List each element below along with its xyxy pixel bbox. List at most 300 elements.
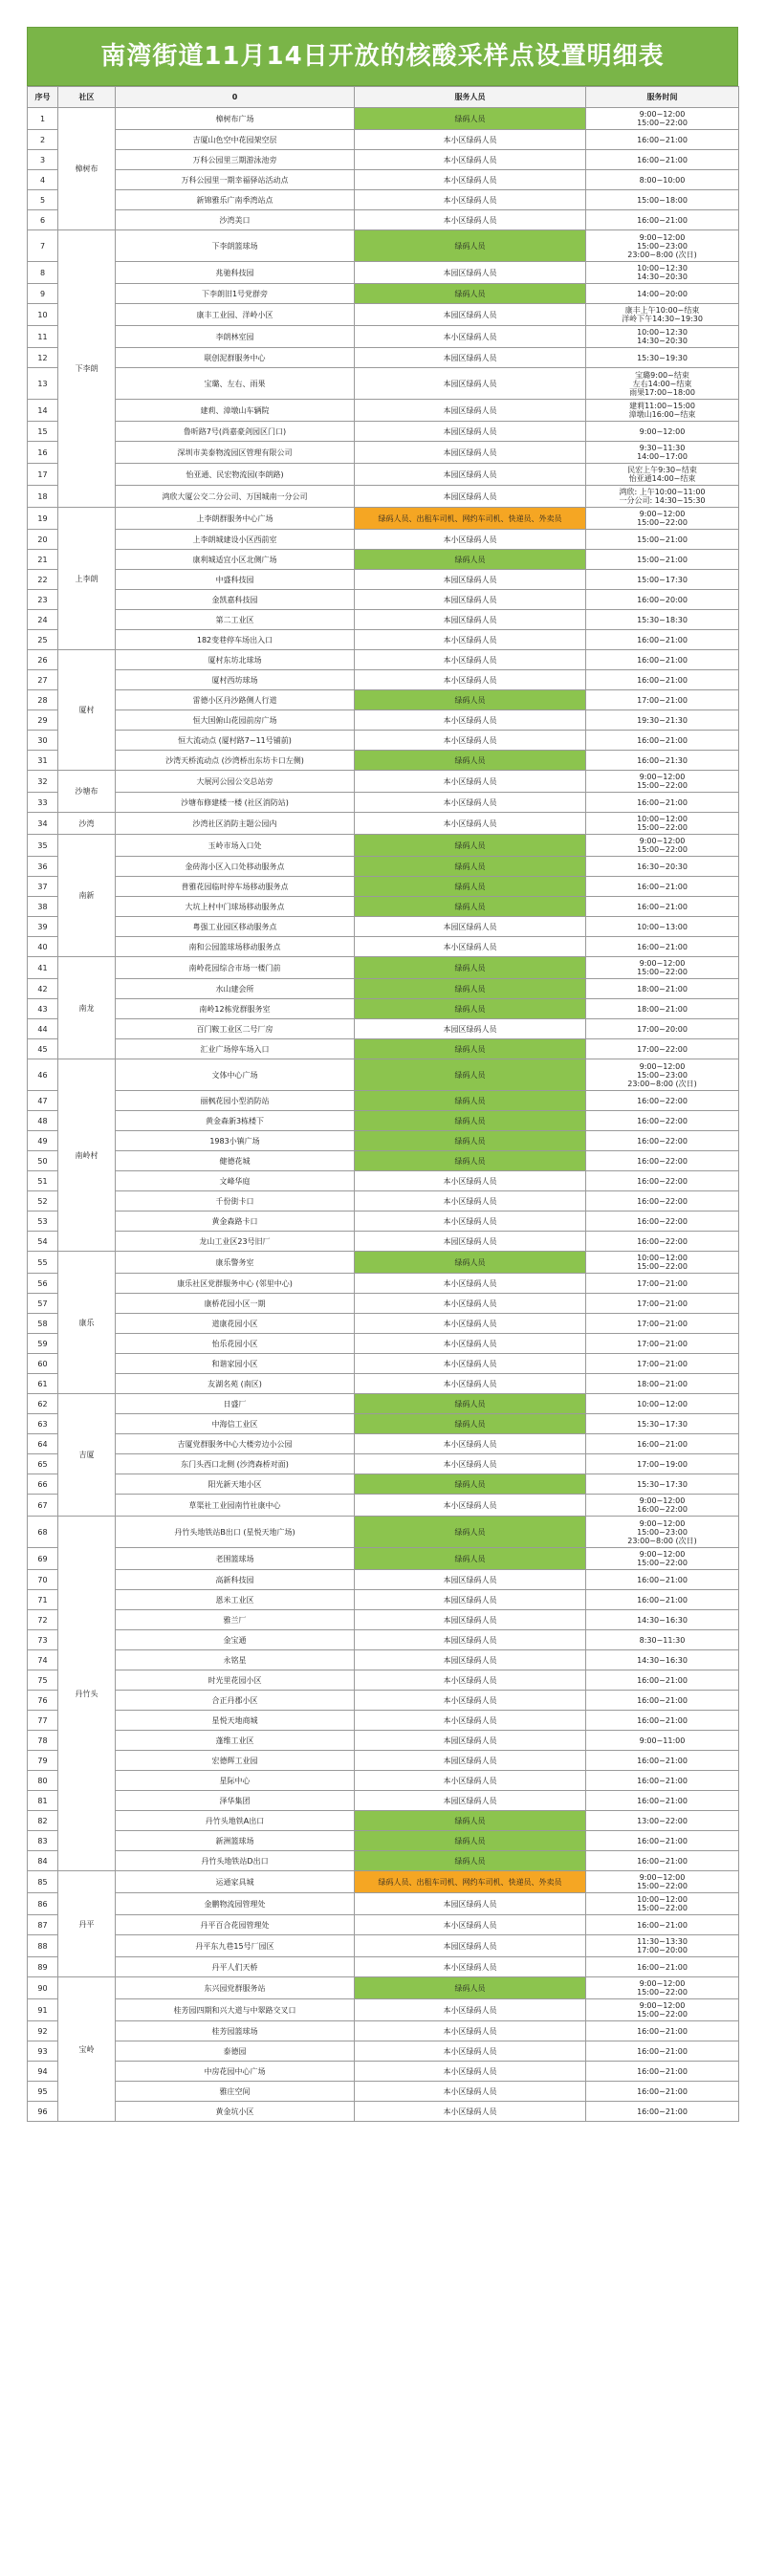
row-number: 31 <box>28 751 58 771</box>
table-row <box>28 2062 739 2082</box>
row-number: 64 <box>28 1434 58 1454</box>
service-time: 10:00~12:30 14:30~20:30 <box>586 262 739 284</box>
table-row <box>28 1171 739 1191</box>
table-row <box>28 284 739 304</box>
table-row <box>28 1751 739 1771</box>
sampling-point-name: 百门鞍工业区二号厂房 <box>116 1019 355 1039</box>
service-target: 绿码人员 <box>355 1414 586 1434</box>
table-row <box>28 1851 739 1871</box>
service-time: 16:00~21:00 <box>586 130 739 150</box>
service-target: 本园区绿码人员 <box>355 570 586 590</box>
service-time: 16:00~21:00 <box>586 650 739 670</box>
service-time: 14:30~16:30 <box>586 1610 739 1630</box>
sampling-point-name: 粤强工业园区移动服务点 <box>116 917 355 937</box>
service-time: 康丰上午10:00~结束 洋岭下午14:30~19:30 <box>586 304 739 326</box>
sampling-points-table <box>27 86 739 2122</box>
service-target: 本小区绿码人员 <box>355 630 586 650</box>
service-time: 9:00~12:00 15:00~22:00 <box>586 771 739 793</box>
table-row <box>28 1915 739 1935</box>
service-time: 15:00~18:00 <box>586 190 739 210</box>
row-number: 92 <box>28 2021 58 2041</box>
service-target: 本园区绿码人员 <box>355 1751 586 1771</box>
table-row <box>28 1771 739 1791</box>
row-number: 81 <box>28 1791 58 1811</box>
service-target: 绿码人员 <box>355 1039 586 1059</box>
sampling-point-name: 金宝通 <box>116 1630 355 1650</box>
row-number: 42 <box>28 979 58 999</box>
table-row <box>28 1191 739 1212</box>
service-time: 10:00~12:00 15:00~22:00 <box>586 1893 739 1915</box>
table-row <box>28 1495 739 1517</box>
service-time: 鸿欣: 上午10:00~11:00 一分公司: 14:30~15:30 <box>586 486 739 508</box>
community-name: 南岭村 <box>58 1059 116 1252</box>
table-row <box>28 1414 739 1434</box>
table-row <box>28 2041 739 2062</box>
row-number: 20 <box>28 530 58 550</box>
table-row <box>28 230 739 262</box>
community-name: 宝岭 <box>58 1977 116 2122</box>
row-number: 39 <box>28 917 58 937</box>
table-row <box>28 190 739 210</box>
service-target: 本小区绿码人员 <box>355 1334 586 1354</box>
sampling-point-name: 星际中心 <box>116 1771 355 1791</box>
table-row <box>28 897 739 917</box>
service-target: 本小区绿码人员 <box>355 670 586 690</box>
table-row <box>28 1354 739 1374</box>
table-row <box>28 210 739 230</box>
sampling-point-name: 金砖海小区入口处移动服务点 <box>116 857 355 877</box>
sampling-point-name: 阳光新天地小区 <box>116 1474 355 1495</box>
sampling-point-name: 兆驰科技园 <box>116 262 355 284</box>
row-number: 41 <box>28 957 58 979</box>
service-time: 10:00~12:30 14:30~20:30 <box>586 326 739 348</box>
service-time: 建莉11:00~15:00 漳墩山16:00~结束 <box>586 400 739 422</box>
table-row <box>28 1334 739 1354</box>
service-target: 本园区绿码人员 <box>355 368 586 400</box>
table-row <box>28 1274 739 1294</box>
sampling-point-name: 老围篮球场 <box>116 1548 355 1570</box>
header-community: 社区 <box>58 87 116 108</box>
service-time: 10:00~12:00 <box>586 1394 739 1414</box>
sampling-point-name: 宝璐、左右、雨果 <box>116 368 355 400</box>
service-target: 本小区绿码人员 <box>355 2102 586 2122</box>
service-time: 15:30~19:30 <box>586 348 739 368</box>
service-time: 16:00~21:00 <box>586 2102 739 2122</box>
row-number: 65 <box>28 1454 58 1474</box>
service-target: 本小区绿码人员 <box>355 1314 586 1334</box>
sampling-point-name: 黄金森路卡口 <box>116 1212 355 1232</box>
sampling-point-name: 沙湾社区消防主题公园内 <box>116 813 355 835</box>
service-time: 15:00~17:30 <box>586 570 739 590</box>
table-row <box>28 590 739 610</box>
table-row <box>28 1570 739 1590</box>
sampling-point-name: 黄金坑小区 <box>116 2102 355 2122</box>
service-time: 17:00~21:00 <box>586 690 739 710</box>
service-target: 本小区绿码人员 <box>355 1454 586 1474</box>
sampling-point-name: 万科公园里三期游泳池旁 <box>116 150 355 170</box>
row-number: 75 <box>28 1670 58 1691</box>
sampling-point-name: 玉岭市场入口处 <box>116 835 355 857</box>
row-number: 95 <box>28 2082 58 2102</box>
table-row <box>28 2102 739 2122</box>
service-target: 绿码人员 <box>355 1977 586 1999</box>
service-target: 本小区绿码人员 <box>355 1999 586 2021</box>
table-row <box>28 1294 739 1314</box>
row-number: 60 <box>28 1354 58 1374</box>
community-name: 康乐 <box>58 1252 116 1394</box>
sampling-point-name: 吉厦山色空中花园架空层 <box>116 130 355 150</box>
service-target: 本小区绿码人员 <box>355 530 586 550</box>
table-row <box>28 793 739 813</box>
community-name: 下李朗 <box>58 230 116 508</box>
sampling-point-name: 日盛厂 <box>116 1394 355 1414</box>
row-number: 25 <box>28 630 58 650</box>
service-target: 本小区绿码人员 <box>355 190 586 210</box>
service-time: 9:00~12:00 16:00~22:00 <box>586 1495 739 1517</box>
row-number: 30 <box>28 731 58 751</box>
table-row <box>28 2021 739 2041</box>
sampling-point-name: 大坑上村中门球场移动服务点 <box>116 897 355 917</box>
table-row <box>28 1374 739 1394</box>
sampling-point-name: 丽枫花园小型消防站 <box>116 1091 355 1111</box>
service-time: 19:30~21:30 <box>586 710 739 731</box>
row-number: 74 <box>28 1650 58 1670</box>
service-target: 本园区绿码人员 <box>355 304 586 326</box>
row-number: 58 <box>28 1314 58 1334</box>
service-target: 本园区绿码人员 <box>355 1650 586 1670</box>
table-row <box>28 1935 739 1957</box>
table-row <box>28 1999 739 2021</box>
table-row <box>28 1019 739 1039</box>
service-target: 本小区绿码人员 <box>355 1274 586 1294</box>
service-time: 16:00~21:00 <box>586 1771 739 1791</box>
service-time: 8:00~10:00 <box>586 170 739 190</box>
service-target: 绿码人员 <box>355 1811 586 1831</box>
row-number: 32 <box>28 771 58 793</box>
sampling-point-name: 丹竹头地铁站D出口 <box>116 1851 355 1871</box>
sampling-point-name: 康桥花园小区一期 <box>116 1294 355 1314</box>
sampling-point-name: 金凯嘉科技园 <box>116 590 355 610</box>
table-row <box>28 108 739 130</box>
service-time: 17:00~19:00 <box>586 1454 739 1474</box>
service-target: 本小区绿码人员 <box>355 1434 586 1454</box>
service-time: 11:30~13:30 17:00~20:00 <box>586 1935 739 1957</box>
service-target: 本园区绿码人员 <box>355 1893 586 1915</box>
community-name: 丹竹头 <box>58 1517 116 1871</box>
sampling-point-name: 1983小镇广场 <box>116 1131 355 1151</box>
service-time: 16:00~21:00 <box>586 630 739 650</box>
row-number: 6 <box>28 210 58 230</box>
table-row <box>28 650 739 670</box>
row-number: 49 <box>28 1131 58 1151</box>
service-time: 16:00~21:00 <box>586 1831 739 1851</box>
service-time: 8:30~11:30 <box>586 1630 739 1650</box>
service-target: 本小区绿码人员 <box>355 150 586 170</box>
service-time: 9:00~12:00 15:00~22:00 <box>586 1999 739 2021</box>
row-number: 93 <box>28 2041 58 2062</box>
row-number: 4 <box>28 170 58 190</box>
header-no: 序号 <box>28 87 58 108</box>
table-row <box>28 1252 739 1274</box>
row-number: 21 <box>28 550 58 570</box>
table-row <box>28 999 739 1019</box>
service-target: 绿码人员 <box>355 108 586 130</box>
service-target: 本小区绿码人员 <box>355 731 586 751</box>
service-time: 17:00~21:00 <box>586 1334 739 1354</box>
row-number: 8 <box>28 262 58 284</box>
sampling-point-name: 康利城适宜小区北侧广场 <box>116 550 355 570</box>
service-time: 10:00~13:00 <box>586 917 739 937</box>
service-target: 本小区绿码人员 <box>355 813 586 835</box>
header-service: 服务人员 <box>355 87 586 108</box>
service-target: 绿码人员 <box>355 230 586 262</box>
service-target: 本园区绿码人员 <box>355 400 586 422</box>
row-number: 7 <box>28 230 58 262</box>
service-target: 本园区绿码人员 <box>355 1731 586 1751</box>
table-row <box>28 690 739 710</box>
table-row <box>28 326 739 348</box>
service-time: 17:00~21:00 <box>586 1354 739 1374</box>
service-target: 绿码人员 <box>355 1059 586 1091</box>
service-target: 本园区绿码人员 <box>355 1590 586 1610</box>
service-time: 16:30~20:30 <box>586 857 739 877</box>
table-row <box>28 957 739 979</box>
table-row <box>28 1454 739 1474</box>
table-row <box>28 368 739 400</box>
sampling-point-name: 鲁昕路7号(尚嘉豪剑园区门口) <box>116 422 355 442</box>
row-number: 50 <box>28 1151 58 1171</box>
service-time: 16:00~22:00 <box>586 1232 739 1252</box>
row-number: 76 <box>28 1691 58 1711</box>
sampling-point-name: 黄金森新3栋楼下 <box>116 1111 355 1131</box>
table-row <box>28 508 739 530</box>
row-number: 80 <box>28 1771 58 1791</box>
row-number: 72 <box>28 1610 58 1630</box>
row-number: 69 <box>28 1548 58 1570</box>
row-number: 28 <box>28 690 58 710</box>
service-time: 9:00~12:00 15:00~22:00 <box>586 1871 739 1893</box>
service-time: 10:00~12:00 15:00~22:00 <box>586 813 739 835</box>
service-target: 本小区绿码人员 <box>355 326 586 348</box>
service-time: 9:00~12:00 15:00~22:00 <box>586 1977 739 1999</box>
row-number: 22 <box>28 570 58 590</box>
row-number: 44 <box>28 1019 58 1039</box>
row-number: 73 <box>28 1630 58 1650</box>
sampling-point-name: 合正丹郡小区 <box>116 1691 355 1711</box>
row-number: 55 <box>28 1252 58 1274</box>
community-name: 沙湾 <box>58 813 116 835</box>
service-target: 绿码人员 <box>355 284 586 304</box>
service-target: 绿码人员 <box>355 857 586 877</box>
row-number: 23 <box>28 590 58 610</box>
row-number: 37 <box>28 877 58 897</box>
table-row <box>28 1434 739 1454</box>
header-time: 服务时间 <box>586 87 739 108</box>
row-number: 5 <box>28 190 58 210</box>
table-row <box>28 1151 739 1171</box>
service-time: 16:00~22:00 <box>586 1212 739 1232</box>
service-time: 16:00~21:00 <box>586 793 739 813</box>
row-number: 36 <box>28 857 58 877</box>
service-target: 本园区绿码人员 <box>355 1610 586 1630</box>
service-target: 本小区绿码人员 <box>355 793 586 813</box>
service-time: 16:00~21:00 <box>586 1691 739 1711</box>
service-target: 本小区绿码人员 <box>355 2062 586 2082</box>
table-row <box>28 464 739 486</box>
sampling-point-name: 恒大流动点 (厦村路7~11号铺前) <box>116 731 355 751</box>
sampling-point-name: 蓬维工业区 <box>116 1731 355 1751</box>
sampling-point-name: 丹竹头地铁站B出口 (星悦天地广场) <box>116 1517 355 1548</box>
sampling-point-name: 康丰工业园、洋岭小区 <box>116 304 355 326</box>
row-number: 88 <box>28 1935 58 1957</box>
sampling-point-name: 金鹏物流园管理处 <box>116 1893 355 1915</box>
sampling-point-name: 友湖名苑 (南区) <box>116 1374 355 1394</box>
service-target: 本小区绿码人员 <box>355 2041 586 2062</box>
table-row <box>28 262 739 284</box>
row-number: 52 <box>28 1191 58 1212</box>
table-row <box>28 304 739 326</box>
service-target: 绿码人员 <box>355 1131 586 1151</box>
table-row <box>28 1711 739 1731</box>
service-target: 本园区绿码人员 <box>355 1935 586 1957</box>
service-time: 16:00~21:00 <box>586 877 739 897</box>
table-row <box>28 1791 739 1811</box>
service-target: 绿码人员 <box>355 835 586 857</box>
service-time: 16:00~21:00 <box>586 1791 739 1811</box>
community-name: 丹平 <box>58 1871 116 1977</box>
service-time: 16:00~22:00 <box>586 1171 739 1191</box>
service-time: 16:00~22:00 <box>586 1191 739 1212</box>
sampling-point-name: 康乐警务室 <box>116 1252 355 1274</box>
table-row <box>28 857 739 877</box>
row-number: 48 <box>28 1111 58 1131</box>
service-time: 9:00~12:00 15:00~22:00 <box>586 508 739 530</box>
row-number: 43 <box>28 999 58 1019</box>
row-number: 38 <box>28 897 58 917</box>
table-row <box>28 1957 739 1977</box>
table-row <box>28 731 739 751</box>
row-number: 17 <box>28 464 58 486</box>
table-row <box>28 1650 739 1670</box>
service-target: 本园区绿码人员 <box>355 917 586 937</box>
service-target: 绿码人员 <box>355 877 586 897</box>
table-row <box>28 1871 739 1893</box>
service-time: 16:00~21:00 <box>586 2062 739 2082</box>
service-target: 绿码人员 <box>355 690 586 710</box>
service-target: 绿码人员 <box>355 897 586 917</box>
table-row <box>28 670 739 690</box>
table-row <box>28 937 739 957</box>
service-time: 16:00~21:00 <box>586 897 739 917</box>
service-target: 本小区绿码人员 <box>355 1915 586 1935</box>
table-row <box>28 771 739 793</box>
sampling-point-name: 中盛科技园 <box>116 570 355 590</box>
row-number: 53 <box>28 1212 58 1232</box>
header-point: 0 <box>116 87 355 108</box>
sampling-point-name: 新洲篮球场 <box>116 1831 355 1851</box>
service-target: 本小区绿码人员 <box>355 710 586 731</box>
service-time: 16:00~21:00 <box>586 2041 739 2062</box>
table-row <box>28 1630 739 1650</box>
row-number: 79 <box>28 1751 58 1771</box>
service-target: 绿码人员 <box>355 1151 586 1171</box>
service-time: 16:00~21:00 <box>586 1570 739 1590</box>
sampling-point-name: 丹平东九巷15号厂园区 <box>116 1935 355 1957</box>
service-time: 16:00~22:00 <box>586 1151 739 1171</box>
row-number: 12 <box>28 348 58 368</box>
service-time: 17:00~21:00 <box>586 1294 739 1314</box>
service-time: 16:00~22:00 <box>586 1111 739 1131</box>
row-number: 3 <box>28 150 58 170</box>
row-number: 40 <box>28 937 58 957</box>
sampling-point-name: 宏德辉工业园 <box>116 1751 355 1771</box>
sampling-point-name: 大展河公园公交总站旁 <box>116 771 355 793</box>
row-number: 54 <box>28 1232 58 1252</box>
sampling-point-name: 厦村西坊球场 <box>116 670 355 690</box>
service-target: 本小区绿码人员 <box>355 1374 586 1394</box>
service-target: 本小区绿码人员 <box>355 1354 586 1374</box>
sampling-point-name: 樟树布广场 <box>116 108 355 130</box>
table-row <box>28 1212 739 1232</box>
row-number: 90 <box>28 1977 58 1999</box>
sampling-point-name: 万科公园里一期幸福驿站活动点 <box>116 170 355 190</box>
service-target: 本小区绿码人员 <box>355 1495 586 1517</box>
service-time: 9:00~12:00 15:00~22:00 <box>586 957 739 979</box>
table-row <box>28 570 739 590</box>
service-time: 9:00~12:00 <box>586 422 739 442</box>
table-row <box>28 530 739 550</box>
sampling-point-name: 时光里花园小区 <box>116 1670 355 1691</box>
service-time: 13:00~22:00 <box>586 1811 739 1831</box>
row-number: 94 <box>28 2062 58 2082</box>
table-row <box>28 1314 739 1334</box>
sampling-point-name: 文峰华庭 <box>116 1171 355 1191</box>
service-target: 本园区绿码人员 <box>355 1232 586 1252</box>
row-number: 47 <box>28 1091 58 1111</box>
schedule-sheet <box>27 27 738 2122</box>
service-target: 本园区绿码人员 <box>355 422 586 442</box>
row-number: 77 <box>28 1711 58 1731</box>
service-target: 本小区绿码人员 <box>355 1171 586 1191</box>
sampling-point-name: 南岭花园综合市场一楼门前 <box>116 957 355 979</box>
sampling-point-name: 雷德小区丹沙路侧人行道 <box>116 690 355 710</box>
table-row <box>28 813 739 835</box>
service-target: 本小区绿码人员 <box>355 170 586 190</box>
sampling-point-name: 龙山工业区23号旧厂 <box>116 1232 355 1252</box>
service-time: 9:00~12:00 15:00~23:00 23:00~8:00 (次日) <box>586 1517 739 1548</box>
table-row <box>28 1232 739 1252</box>
row-number: 70 <box>28 1570 58 1590</box>
service-time: 16:00~21:00 <box>586 1851 739 1871</box>
table-row <box>28 1091 739 1111</box>
row-number: 46 <box>28 1059 58 1091</box>
sampling-point-name: 沙湾美口 <box>116 210 355 230</box>
row-number: 11 <box>28 326 58 348</box>
service-time: 16:00~21:00 <box>586 1957 739 1977</box>
table-row <box>28 1670 739 1691</box>
table-row <box>28 610 739 630</box>
sampling-point-name: 182变巷停车场出入口 <box>116 630 355 650</box>
service-time: 民宏上午9:30~结束 怡亚通14:00~结束 <box>586 464 739 486</box>
row-number: 18 <box>28 486 58 508</box>
table-row <box>28 877 739 897</box>
sampling-point-name: 健德花城 <box>116 1151 355 1171</box>
table-row <box>28 1548 739 1570</box>
sampling-point-name: 吉厦党群服务中心大楼旁边小公园 <box>116 1434 355 1454</box>
service-target: 绿码人员 <box>355 999 586 1019</box>
service-time: 16:00~21:00 <box>586 937 739 957</box>
sampling-point-name: 星悦天地商城 <box>116 1711 355 1731</box>
